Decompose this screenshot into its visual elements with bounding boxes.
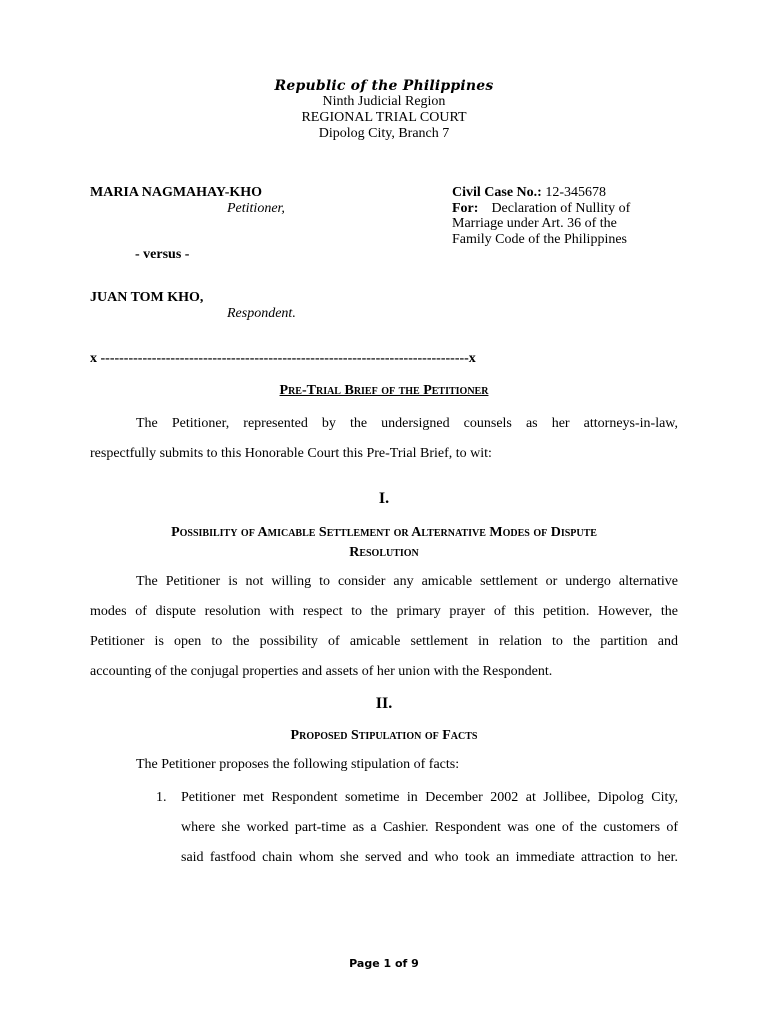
court-name: REGIONAL TRIAL COURT <box>301 110 467 125</box>
section-2-intro: The Petitioner proposes the following stipulation of facts: <box>136 757 460 772</box>
section-1-para-line-4: accounting of the conjugal properties and assets of her union with the Respondent. <box>90 664 553 679</box>
section-2-numeral: II. <box>375 695 393 712</box>
intro-line-2: respectfully submits to this Honorable Court this Pre-Trial Brief, to wit: <box>90 446 492 461</box>
section-2-title: Proposed Stipulation of Facts <box>290 728 478 743</box>
section-1-para-line-2: modes of dispute resolution with respect to the primary prayer of this petition. However, the <box>90 604 678 619</box>
case-for-text-3: Family Code of the Philippines <box>452 232 627 247</box>
list-item <box>136 783 678 873</box>
city-branch: Dipolog City, Branch 7 <box>318 126 450 141</box>
list-item-line-3: said fastfood chain whom she served and who took an immediate attraction to her. <box>181 850 678 865</box>
versus-label: - versus - <box>135 247 190 262</box>
page-number: Page 1 of 9 <box>349 957 419 970</box>
list-item-line-2: where she worked part-time as a Cashier. Respondent was one of the customers of <box>181 820 678 835</box>
section-1-para-line-3: Petitioner is open to the possibility of amicable settlement in relation to the partition and <box>90 634 678 649</box>
caption-separator: x -------------------------------------------------------------------------------x <box>90 351 476 366</box>
petitioner-role: Petitioner, <box>227 201 285 216</box>
respondent-name: JUAN TOM KHO, <box>90 290 204 305</box>
case-for-text-1: Declaration of Nullity of <box>491 201 631 216</box>
respondent-role: Respondent. <box>227 306 296 321</box>
section-1-numeral: I. <box>378 490 390 507</box>
petitioner-name: MARIA NAGMAHAY-KHO <box>90 185 263 200</box>
case-for-line <box>452 201 630 217</box>
case-number-label: Civil Case No.: <box>452 185 542 200</box>
section-1-title-1: Possibility of Amicable Settlement or Alternative Modes of Dispute <box>171 525 597 540</box>
republic-heading: Republic of the Philippines <box>274 78 494 94</box>
case-for-label: For: <box>452 201 479 216</box>
document-title: Pre-Trial Brief of the Petitioner <box>279 383 489 398</box>
judicial-region: Ninth Judicial Region <box>322 94 446 109</box>
section-1-title-2: Resolution <box>349 545 419 560</box>
list-item-line-1: Petitioner met Respondent sometime in December 2002 at Jollibee, Dipolog City, <box>181 790 678 805</box>
case-for-text-2: Marriage under Art. 36 of the <box>452 216 617 231</box>
case-number-line <box>452 185 606 201</box>
intro-line-1: The Petitioner, represented by the undersigned counsels as her attorneys-in-law, <box>136 416 678 431</box>
list-item-number: 1. <box>156 790 167 805</box>
case-number: 12-345678 <box>545 185 606 200</box>
section-1-para-line-1: The Petitioner is not willing to consider any amicable settlement or undergo alternative <box>136 574 678 589</box>
